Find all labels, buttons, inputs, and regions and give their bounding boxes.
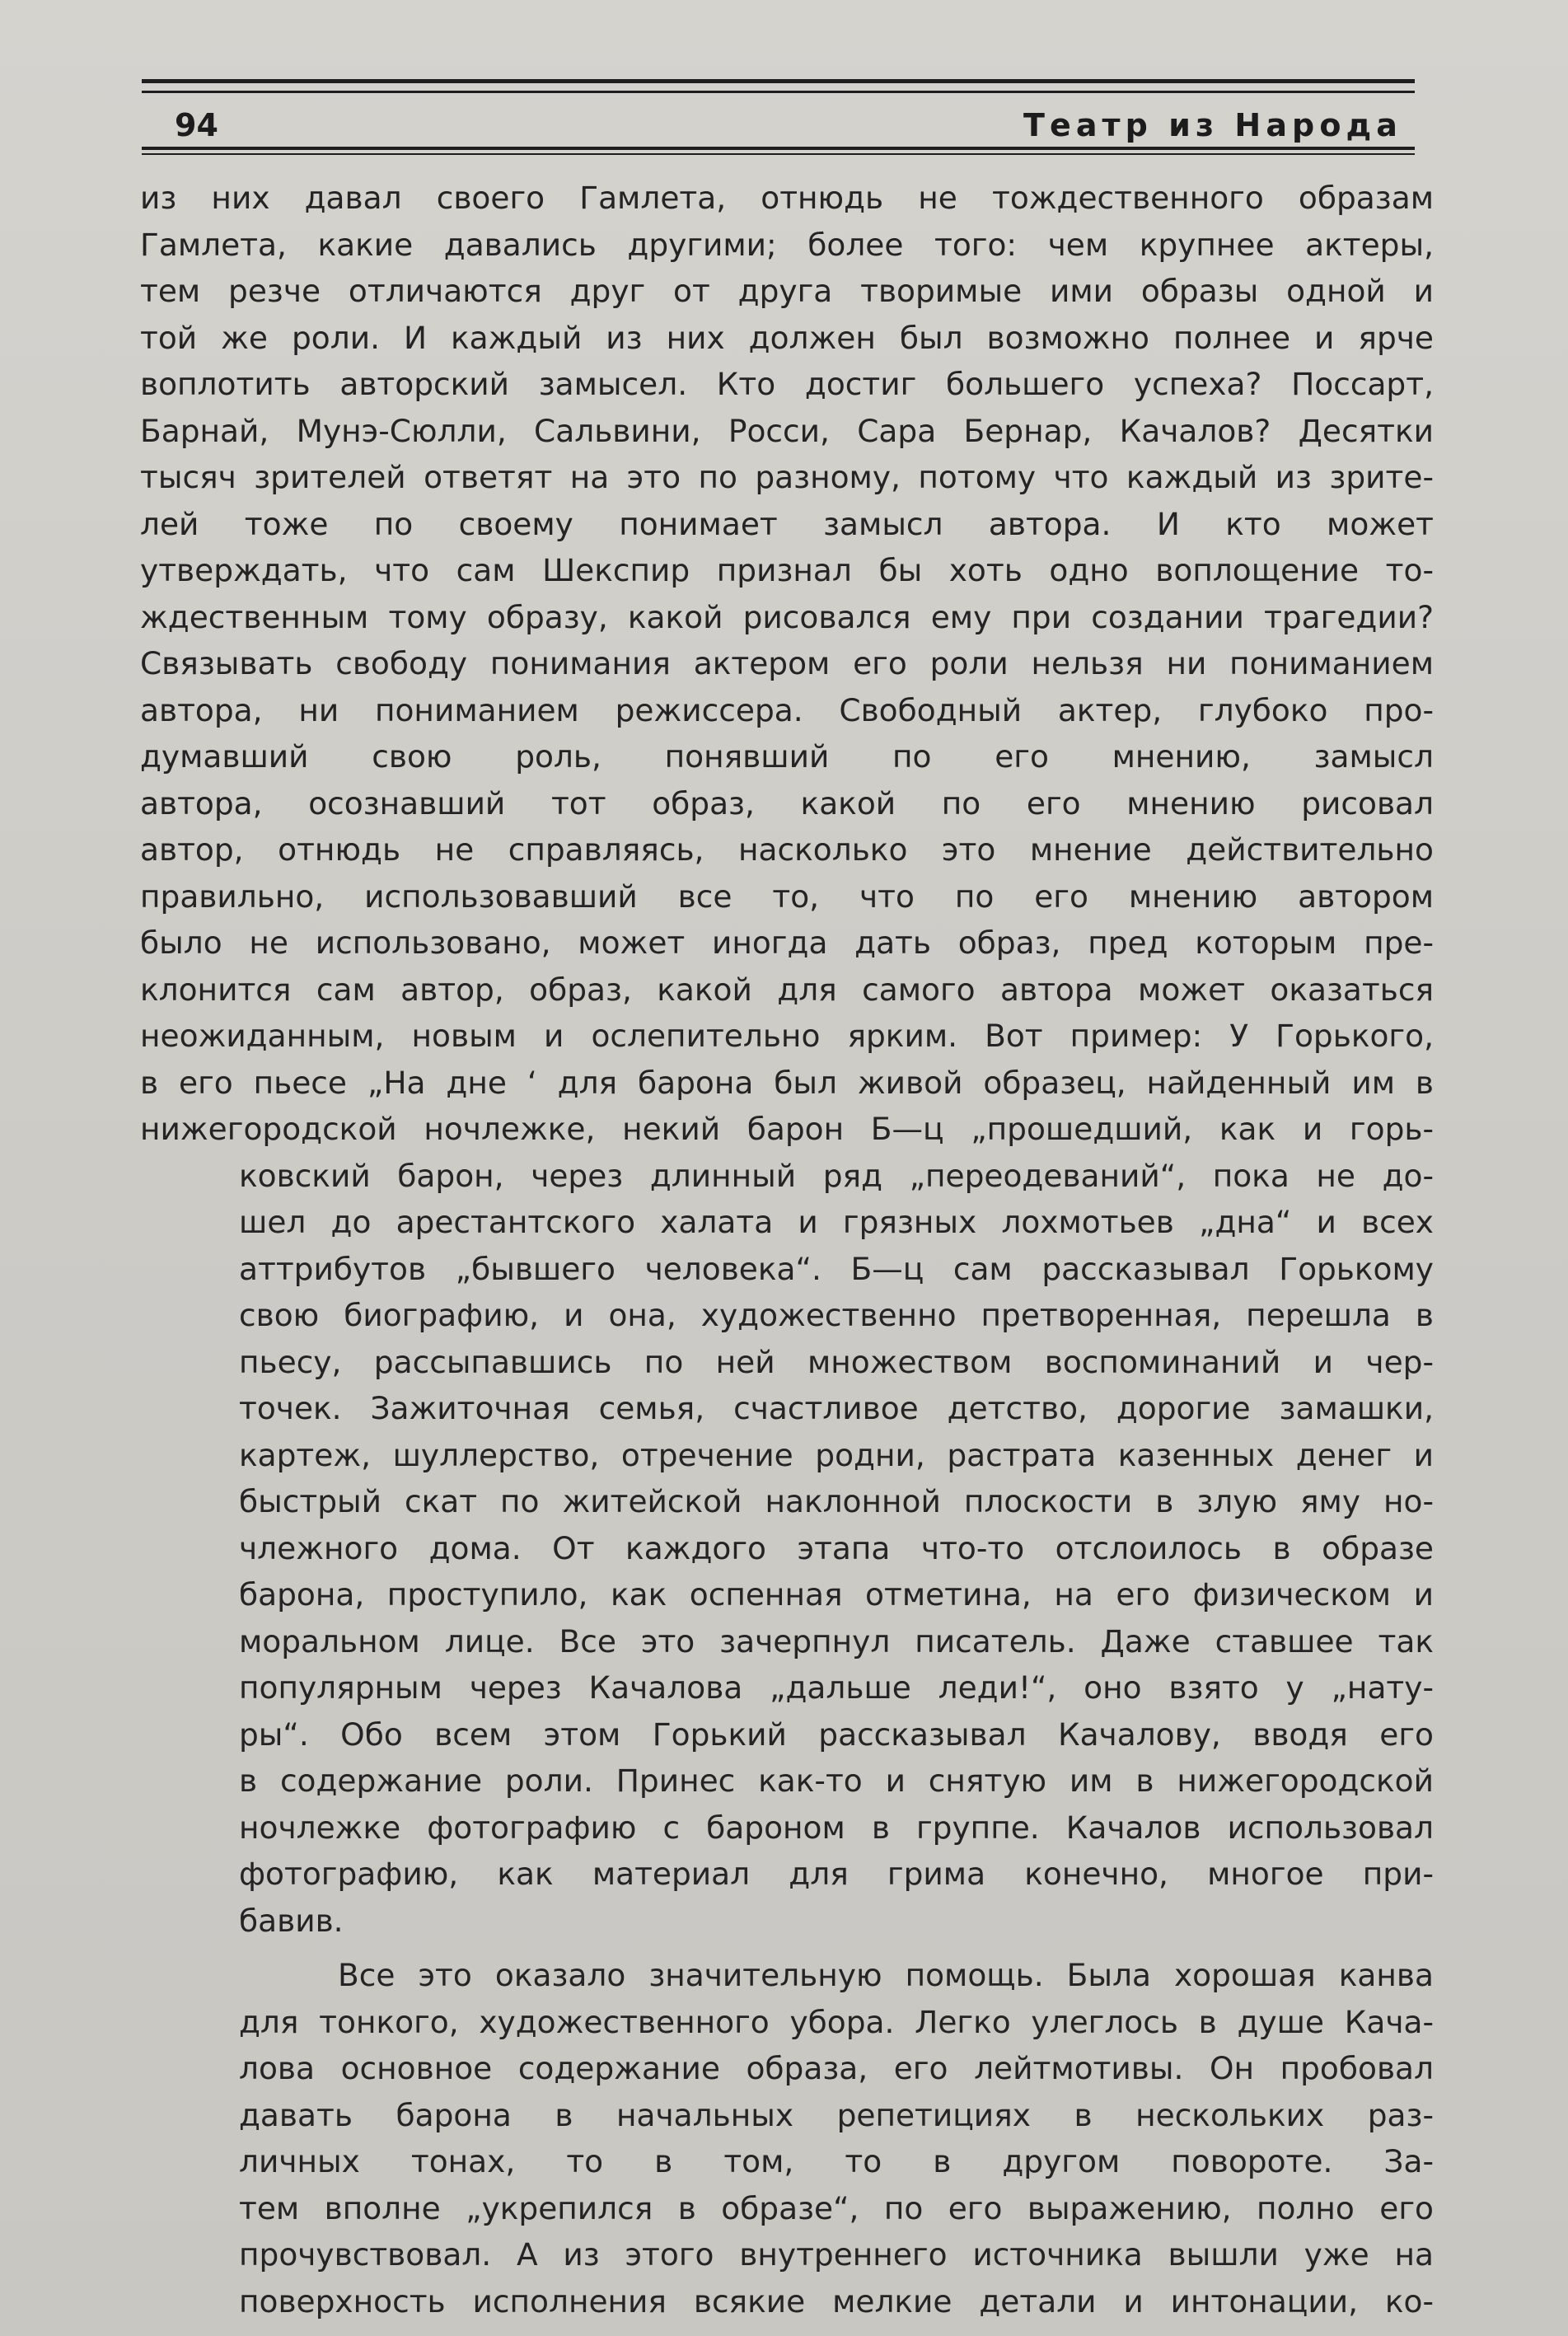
text-line: шел до арестантского халата и грязных лохмотьев „дна“ и всех xyxy=(239,1204,1434,1240)
page-number: 94 xyxy=(175,107,218,143)
text-line: свою биографию, и она, художественно претворенная, перешла в xyxy=(239,1297,1434,1333)
journal-title: Театр из Народа xyxy=(1023,107,1402,143)
text-line: автора, осознавший тот образ, какой по его мнению рисовал xyxy=(140,784,1434,822)
text-line: воплотить авторский замысел. Кто достиг большего успеха? Поссарт, xyxy=(140,366,1434,402)
text-line: ночлежке фотографию с бароном в группе. Качалов использовал xyxy=(239,1809,1434,1846)
text-line: барона, проступило, как оспенная отметина, на его физическом и xyxy=(239,1576,1434,1613)
text-line: фотографию, как материал для грима конечно, многое при- xyxy=(239,1856,1434,1892)
text-line: для тонкого, художественного убора. Легко улеглось в душе Кача- xyxy=(239,2003,1434,2040)
text-line: клонится сам автор, образ, какой для самого автора может оказаться xyxy=(140,971,1434,1008)
text-line: моральном лице. Все это зачерпнул писатель. Даже ставшее так xyxy=(239,1622,1434,1660)
text-line: картеж, шуллерство, отречение родни, растрата казенных денег и xyxy=(239,1436,1434,1473)
text-line: быстрый скат по житейской наклонной плоскости в злую яму но- xyxy=(239,1483,1434,1519)
text-line: ждественным тому образу, какой рисовался ему при создании трагедии? xyxy=(140,598,1434,635)
text-line: в его пьесе „На дне ‘ для барона был живой образец, найденный им в xyxy=(140,1064,1434,1101)
text-line: неожиданным, новым и ослепительно ярким. Вот пример: У Горького, xyxy=(140,1018,1434,1054)
header-rule-bottom xyxy=(142,147,1415,150)
header-rule-top-thin xyxy=(142,91,1415,93)
text-line: Связывать свободу понимания актером его роли нельзя ни пониманием xyxy=(140,645,1434,681)
text-line: давать барона в начальных репетициях в нескольких раз- xyxy=(239,2096,1434,2133)
text-line: бавив. xyxy=(239,1902,344,1939)
text-line: было не использовано, может иногда дать образ, пред которым пре- xyxy=(140,925,1434,961)
header-rule-bottom-thin xyxy=(142,153,1415,155)
text-line: прочувствовал. А из этого внутреннего источника вышли уже на xyxy=(239,2236,1434,2273)
text-line: тем резче отличаются друг от друга творимые ими образы одной и xyxy=(140,273,1434,309)
text-line: популярным через Качалова „дальше леди!“, оно взято у „нату- xyxy=(239,1669,1434,1706)
text-line: из них давал своего Гамлета, отнюдь не тождественного образам xyxy=(140,180,1434,216)
text-line: думавший свою роль, понявший по его мнению, замысл xyxy=(140,738,1434,775)
text-line: нижегородской ночлежке, некий барон Б—ц „прошедший, как и горь- xyxy=(140,1111,1434,1147)
text-line: лова основное содержание образа, его лейтмотивы. Он пробовал xyxy=(239,2050,1434,2086)
text-line: точек. Зажиточная семья, счастливое детство, дорогие замашки, xyxy=(239,1390,1434,1426)
text-line: пьесу, рассыпавшись по ней множеством воспоминаний и чер- xyxy=(239,1343,1434,1380)
text-line: автора, ни пониманием режиссера. Свободный актер, глубоко про- xyxy=(140,691,1434,728)
text-line: поверхность исполнения всякие мелкие детали и интонации, ко- xyxy=(239,2282,1434,2320)
running-head xyxy=(175,102,1402,148)
text-line: тем вполне „укрепился в образе“, по его выражению, полно его xyxy=(239,2189,1434,2226)
header-rule-top xyxy=(142,79,1415,83)
text-line: тысяч зрителей ответят на это по разному, потому что каждый из зрите- xyxy=(140,459,1434,495)
text-line: ковский барон, через длинный ряд „переодеваний“, пока не до- xyxy=(239,1157,1434,1194)
text-line: лей тоже по своему понимает замысл автора. И кто может xyxy=(140,505,1434,542)
text-line: той же роли. И каждый из них должен был возможно полнее и ярче xyxy=(140,319,1434,356)
text-line: личных тонах, то в том, то в другом повороте. За- xyxy=(239,2143,1434,2179)
text-line: автор, отнюдь не справляясь, насколько это мнение действительно xyxy=(140,831,1434,868)
text-line: члежного дома. От каждого этапа что-то отслоилось в образе xyxy=(239,1529,1434,1566)
paragraph-gap xyxy=(140,1944,1434,1952)
text-line: аттрибутов „бывшего человека“. Б—ц сам рассказывал Горькому xyxy=(239,1250,1434,1287)
text-line: ры“. Обо всем этом Горький рассказывал Качалову, вводя его xyxy=(239,1716,1434,1753)
text-line: Гамлета, какие давались другими; более того: чем крупнее актеры, xyxy=(140,226,1434,263)
text-line: Барнай, Мунэ-Сюлли, Сальвини, Росси, Сара Бернар, Качалов? Десятки xyxy=(140,412,1434,449)
text-line: утверждать, что сам Шекспир признал бы хоть одно воплощение то- xyxy=(140,552,1434,588)
text-line: правильно, использовавший все то, что по его мнению автором xyxy=(140,878,1434,915)
text-line: Все это оказало значительную помощь. Была хорошая канва xyxy=(338,1957,1434,1993)
text-line: в содержание роли. Принес как-то и снятую им в нижегородской xyxy=(239,1763,1434,1799)
body-text xyxy=(140,175,1434,2324)
